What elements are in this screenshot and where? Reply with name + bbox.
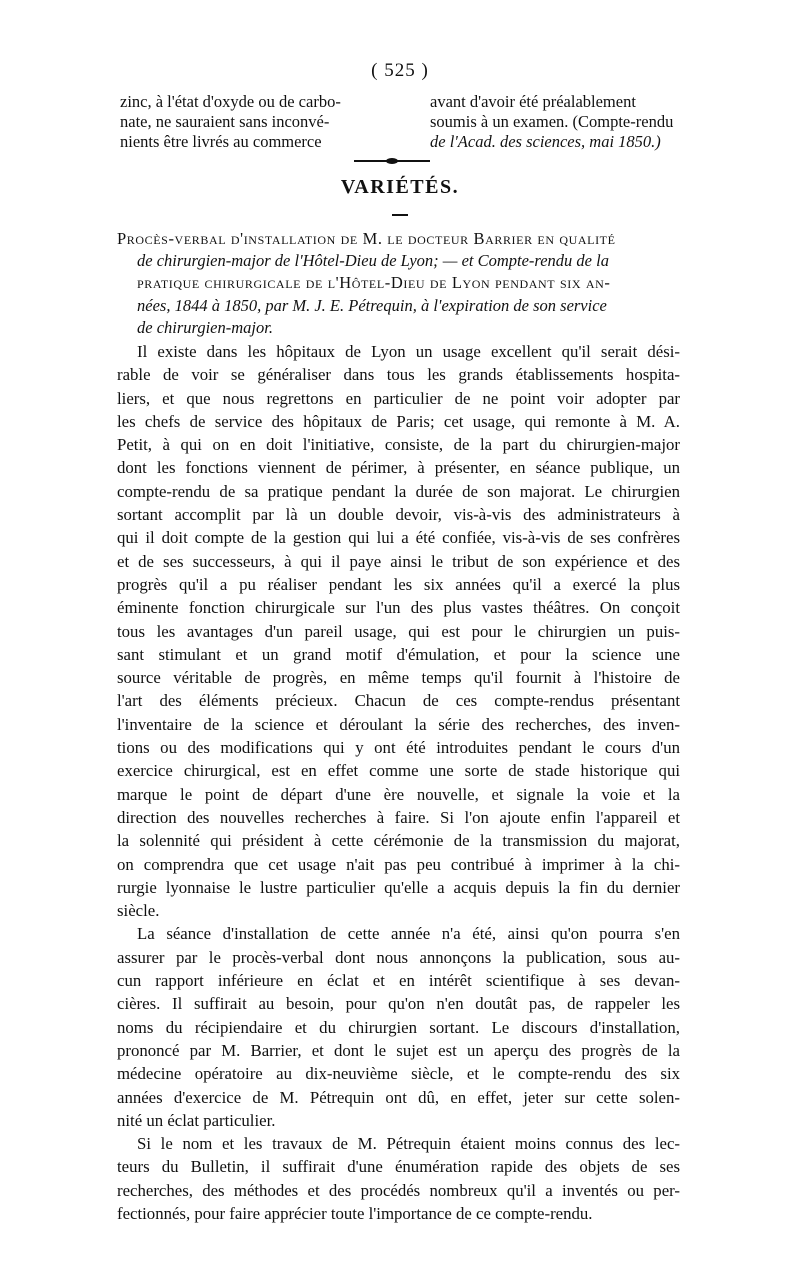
- paragraph-line: sortant accomplit par là un double devoir, vis-à-vis des administrateurs à: [117, 505, 680, 525]
- paragraph-line: cun rapport inférieure en éclat et en intérêt scientifique à ses devan-: [117, 971, 680, 991]
- heading-line: de chirurgien-major.: [137, 317, 273, 337]
- page-number: ( 525 ): [371, 60, 429, 81]
- paragraph-line: Si le nom et les travaux de M. Pétrequin étaient moins connus des lec-: [137, 1134, 680, 1154]
- continued-columns: [120, 92, 720, 152]
- paragraph-line: direction des nouvelles recherches à faire. Si l'on ajoute enfin l'appareil et: [117, 807, 680, 827]
- paragraph-line: La séance d'installation de cette année n'a été, ainsi qu'on pourra s'en: [137, 924, 680, 944]
- paragraph-line: tous les avantages d'un pareil usage, qui est pour le chirurgien un puis-: [117, 621, 680, 641]
- title-dash: [392, 214, 408, 216]
- left-column-line: nate, ne sauraient sans inconvé-: [120, 112, 330, 131]
- heading-line: Procès-verbal d'installation de M. le docteur Barrier en qualité: [117, 229, 616, 248]
- left-column-line: zinc, à l'état d'oxyde ou de carbo-: [120, 92, 341, 111]
- paragraph-line: la solennité qui président à cette cérémonie de la transmission du majorat,: [117, 831, 680, 851]
- paragraph-line: rurgie lyonnaise le lustre particulier qu'elle a acquis depuis la fin du dernier: [117, 877, 680, 897]
- paragraph-line: et de ses successeurs, à qui il paye ainsi le tribut de son expérience et des: [117, 551, 680, 571]
- heading-line: de chirurgien-major de l'Hôtel-Dieu de Lyon; — et Compte-rendu de la: [137, 251, 609, 271]
- paragraph-line: qui il doit compte de la gestion qui lui a été confiée, vis-à-vis de ses confrères: [117, 528, 680, 548]
- paragraph-line: les chefs de service des hôpitaux de Paris; cet usage, qui remonte à M. A.: [117, 411, 680, 431]
- paragraph-line: dont les fonctions viennent de périmer, à présenter, en séance publique, un: [117, 458, 680, 478]
- section-title: VARIÉTÉS.: [340, 176, 460, 198]
- paragraph-line: source véritable de progrès, en même temps qu'il fournit à l'histoire de: [117, 668, 680, 688]
- heading-line: nées, 1844 à 1850, par M. J. E. Pétrequin, à l'expiration de son service: [137, 295, 607, 315]
- paragraph-line: éminente fonction chirurgicale sur l'un des plus vastes théâtres. On conçoit: [117, 598, 680, 618]
- paragraph-line: recherches, des méthodes et des procédés nombreux qu'il a inventés ou per-: [117, 1180, 680, 1200]
- right-column-line: [430, 132, 720, 152]
- paragraph-line: marque le point de départ d'une ère nouvelle, et signale la voie et la: [117, 784, 680, 804]
- paragraph-line: l'inventaire de la science et déroulant la série des recherches, des inven-: [117, 714, 680, 734]
- paragraph-line: sant stimulant et un grand motif d'émulation, et pour la science une: [117, 644, 680, 664]
- paragraph-line: nité un éclat particulier.: [117, 1110, 276, 1130]
- paragraph-line: tions ou des modifications qui y ont été introduites pendant le cours d'un: [117, 738, 680, 758]
- right-column-line-text: de l'Acad. des sciences, mai 1850.): [430, 132, 661, 151]
- paragraph-line: progrès qu'il a pu réaliser pendant les six années qu'il a exercé la plus: [117, 574, 680, 594]
- paragraph-line: assurer par le procès-verbal dont nous annonçons la publication, sous au-: [117, 947, 680, 967]
- paragraph-line: cières. Il suffirait au besoin, pour qu'on n'en doutât pas, de rappeler les: [117, 994, 680, 1014]
- right-column-line-text: soumis à un examen. (Compte-rendu: [430, 112, 674, 131]
- paragraph-line: siècle.: [117, 901, 160, 921]
- paragraph-line: on comprendra que cet usage n'ait pas peu contribué à imprimer à la chi-: [117, 854, 680, 874]
- left-column: [120, 92, 410, 152]
- ornament-rule: [352, 156, 432, 166]
- left-column-line: nients être livrés au commerce: [120, 132, 322, 151]
- right-column-line: avant d'avoir été préalablement: [430, 92, 636, 111]
- paragraph-line: années d'exercice de M. Pétrequin ont dû, en effet, jeter sur cette solen-: [117, 1087, 680, 1107]
- paragraph-line: teurs du Bulletin, il suffirait d'une énumération rapide des objets de ses: [117, 1157, 680, 1177]
- paragraph-line: médecine opératoire au dix-neuvième siècle, et le compte-rendu des six: [117, 1064, 680, 1084]
- paragraph-line: exercice chirurgical, est en effet comme une sorte de stade historique qui: [117, 761, 680, 781]
- paragraph-line: l'art des éléments précieux. Chacun de ces compte-rendus présentant: [117, 691, 680, 711]
- paragraph-line: liers, et que nous regrettons en particulier de ne point voir adopter par: [117, 388, 680, 408]
- paragraph-line: prononcé par M. Barrier, et dont le sujet est un aperçu des progrès de la: [117, 1040, 680, 1060]
- paragraph-line: Il existe dans les hôpitaux de Lyon un usage excellent qu'il serait dési-: [137, 342, 680, 361]
- paragraph-line: Petit, à qui on en doit l'initiative, consiste, de la part du chirurgien-major: [117, 435, 680, 455]
- body-text: [117, 340, 680, 1225]
- heading-line: pratique chirurgicale de l'Hôtel-Dieu de Lyon pendant six an-: [137, 273, 611, 293]
- paragraph-line: compte-rendu de sa pratique pendant la durée de son majorat. Le chirurgien: [117, 481, 680, 501]
- paragraph-line: noms du récipiendaire et du chirurgien sortant. Le discours d'installation,: [117, 1017, 680, 1037]
- right-column-line: [430, 112, 720, 132]
- paragraph-line: fectionnés, pour faire apprécier toute l'importance de ce compte-rendu.: [117, 1203, 593, 1223]
- right-column: [430, 92, 720, 152]
- proces-verbal-heading: [117, 228, 680, 339]
- paragraph-line: rable de voir se généraliser dans tous les grands établissements hospita-: [117, 365, 680, 385]
